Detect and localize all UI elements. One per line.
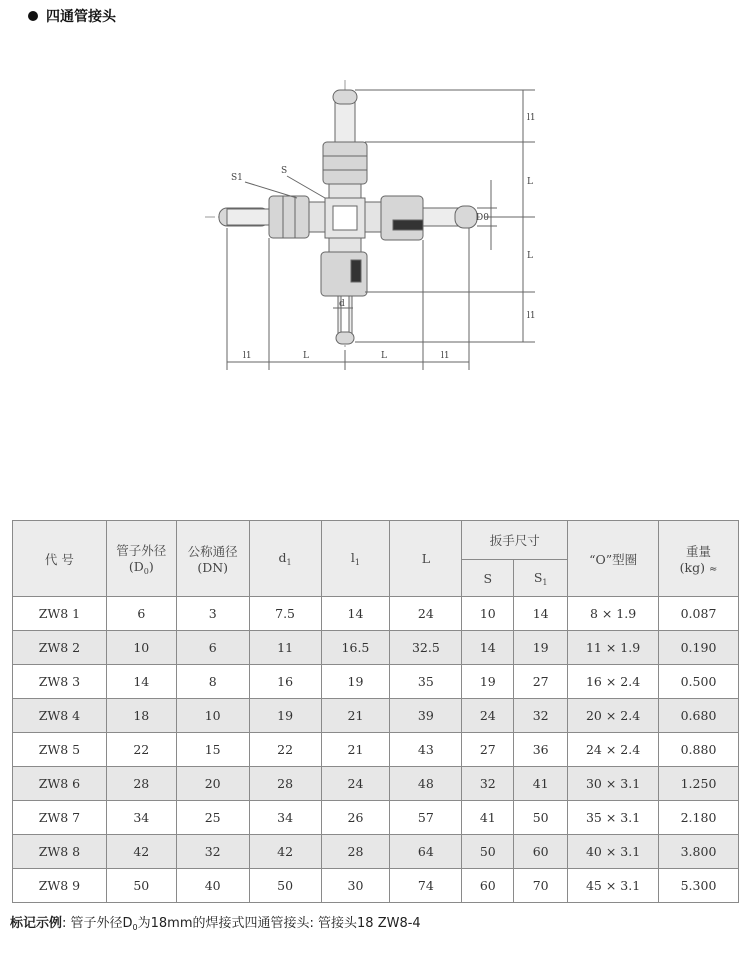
header-S: S [462,560,514,597]
marking-sub: 0 [132,923,138,932]
cell: 8 [176,665,249,699]
cell: 19 [249,699,321,733]
L-upper-label: L [527,177,533,187]
L-lower-label: L [527,251,533,261]
cell: ZW8 3 [13,665,107,699]
cell: 14 [462,631,514,665]
cell: 41 [514,767,568,801]
cell: 7.5 [249,597,321,631]
header-S1: $S_1$ [514,560,568,597]
cell: ZW8 1 [13,597,107,631]
cell: 24 × 2.4 [568,733,659,767]
cell: ZW8 5 [13,733,107,767]
cell: 24 [390,597,462,631]
cell: 3.800 [659,835,739,869]
cell: ZW8 6 [13,767,107,801]
l1-bottom-label: l1 [527,311,536,321]
cell: 22 [249,733,321,767]
cell: 11 × 1.9 [568,631,659,665]
cell: 32 [176,835,249,869]
cell: 5.300 [659,869,739,903]
cell: 14 [321,597,390,631]
cell: 35 [390,665,462,699]
header-wrench: 扳手尺寸 [462,521,568,560]
cell: 0.680 [659,699,739,733]
cell: 28 [106,767,176,801]
cross-fitting-drawing [205,70,545,380]
cell: 48 [390,767,462,801]
cell: 10 [462,597,514,631]
table-row [13,733,739,767]
cell: 21 [321,733,390,767]
s-label: S [281,166,288,176]
table-row [13,699,739,733]
cell: 28 [321,835,390,869]
cell: 50 [514,801,568,835]
cell: 27 [462,733,514,767]
cell: 34 [249,801,321,835]
bullet-icon [28,11,38,21]
cell: 0.500 [659,665,739,699]
cell: ZW8 2 [13,631,107,665]
table-row [13,665,739,699]
cell: 30 [321,869,390,903]
cell: 14 [514,597,568,631]
cell: 32 [514,699,568,733]
cell: 20 × 2.4 [568,699,659,733]
table-row [13,631,739,665]
cell: 57 [390,801,462,835]
cell: 45 × 3.1 [568,869,659,903]
cell: 10 [176,699,249,733]
cell: 16 × 2.4 [568,665,659,699]
cell: 15 [176,733,249,767]
cell: 20 [176,767,249,801]
cell: 18 [106,699,176,733]
marking-example [10,912,421,932]
cell: 40 × 3.1 [568,835,659,869]
cell: 24 [462,699,514,733]
header-weight: 重量 (kg) ≈ [659,521,739,597]
cell: 40 [176,869,249,903]
cell: 21 [321,699,390,733]
cell: 0.190 [659,631,739,665]
cell: 16.5 [321,631,390,665]
header-oring: “O”型圈 [568,521,659,597]
cell: 19 [462,665,514,699]
cell: 60 [462,869,514,903]
cell: 26 [321,801,390,835]
table-row [13,801,739,835]
cell: ZW8 9 [13,869,107,903]
cell: 27 [514,665,568,699]
l1-right-label: l1 [441,351,450,361]
cell: ZW8 4 [13,699,107,733]
cell: 30 × 3.1 [568,767,659,801]
cell: 3 [176,597,249,631]
cell: 25 [176,801,249,835]
table-row [13,869,739,903]
l1-top-label: l1 [527,113,536,123]
marking-label: 标记示例 [10,916,63,931]
table-row [13,767,739,801]
marking-text-b: 为18mm的焊接式四通管接头: 管接头18 ZW8-4 [137,916,421,931]
cell: 16 [249,665,321,699]
cell: 10 [106,631,176,665]
cell: ZW8 8 [13,835,107,869]
section-title: 四通管接头 [46,9,116,25]
cell: 70 [514,869,568,903]
header-d1: $d_1$ [249,521,321,597]
spec-table [12,520,739,903]
section-heading [28,6,116,26]
header-l1: $l_1$ [321,521,390,597]
cell: 2.180 [659,801,739,835]
cell: 32.5 [390,631,462,665]
cell: 74 [390,869,462,903]
cell: ZW8 7 [13,801,107,835]
s1-label: S1 [231,173,243,183]
cell: 11 [249,631,321,665]
cell: 19 [321,665,390,699]
cell: 43 [390,733,462,767]
cell: 50 [106,869,176,903]
cell: 6 [106,597,176,631]
cell: 6 [176,631,249,665]
cell: 14 [106,665,176,699]
cell: 42 [249,835,321,869]
d0-label: D0 [476,213,489,223]
cell: 28 [249,767,321,801]
cell: 41 [462,801,514,835]
header-code: 代 号 [13,521,107,597]
cell: 19 [514,631,568,665]
header-nominal: 公称通径 (DN) [176,521,249,597]
cell: 50 [249,869,321,903]
header-L: L [390,521,462,597]
cell: 35 × 3.1 [568,801,659,835]
cell: 0.087 [659,597,739,631]
cell: 24 [321,767,390,801]
cell: 1.250 [659,767,739,801]
cell: 36 [514,733,568,767]
cell: 0.880 [659,733,739,767]
cell: 60 [514,835,568,869]
cell: 8 × 1.9 [568,597,659,631]
marking-text-a: : 管子外径D [62,916,133,931]
cell: 32 [462,767,514,801]
header-outer-dia: 管子外径 $(D_0)$ [106,521,176,597]
cell: 34 [106,801,176,835]
cell: 22 [106,733,176,767]
d-label: d [339,299,345,309]
cell: 42 [106,835,176,869]
cell: 50 [462,835,514,869]
cell: 64 [390,835,462,869]
table-row [13,835,739,869]
table-row [13,597,739,631]
L-right-label: L [381,351,387,361]
cell: 39 [390,699,462,733]
L-left-label: L [303,351,309,361]
l1-left-label: l1 [243,351,252,361]
